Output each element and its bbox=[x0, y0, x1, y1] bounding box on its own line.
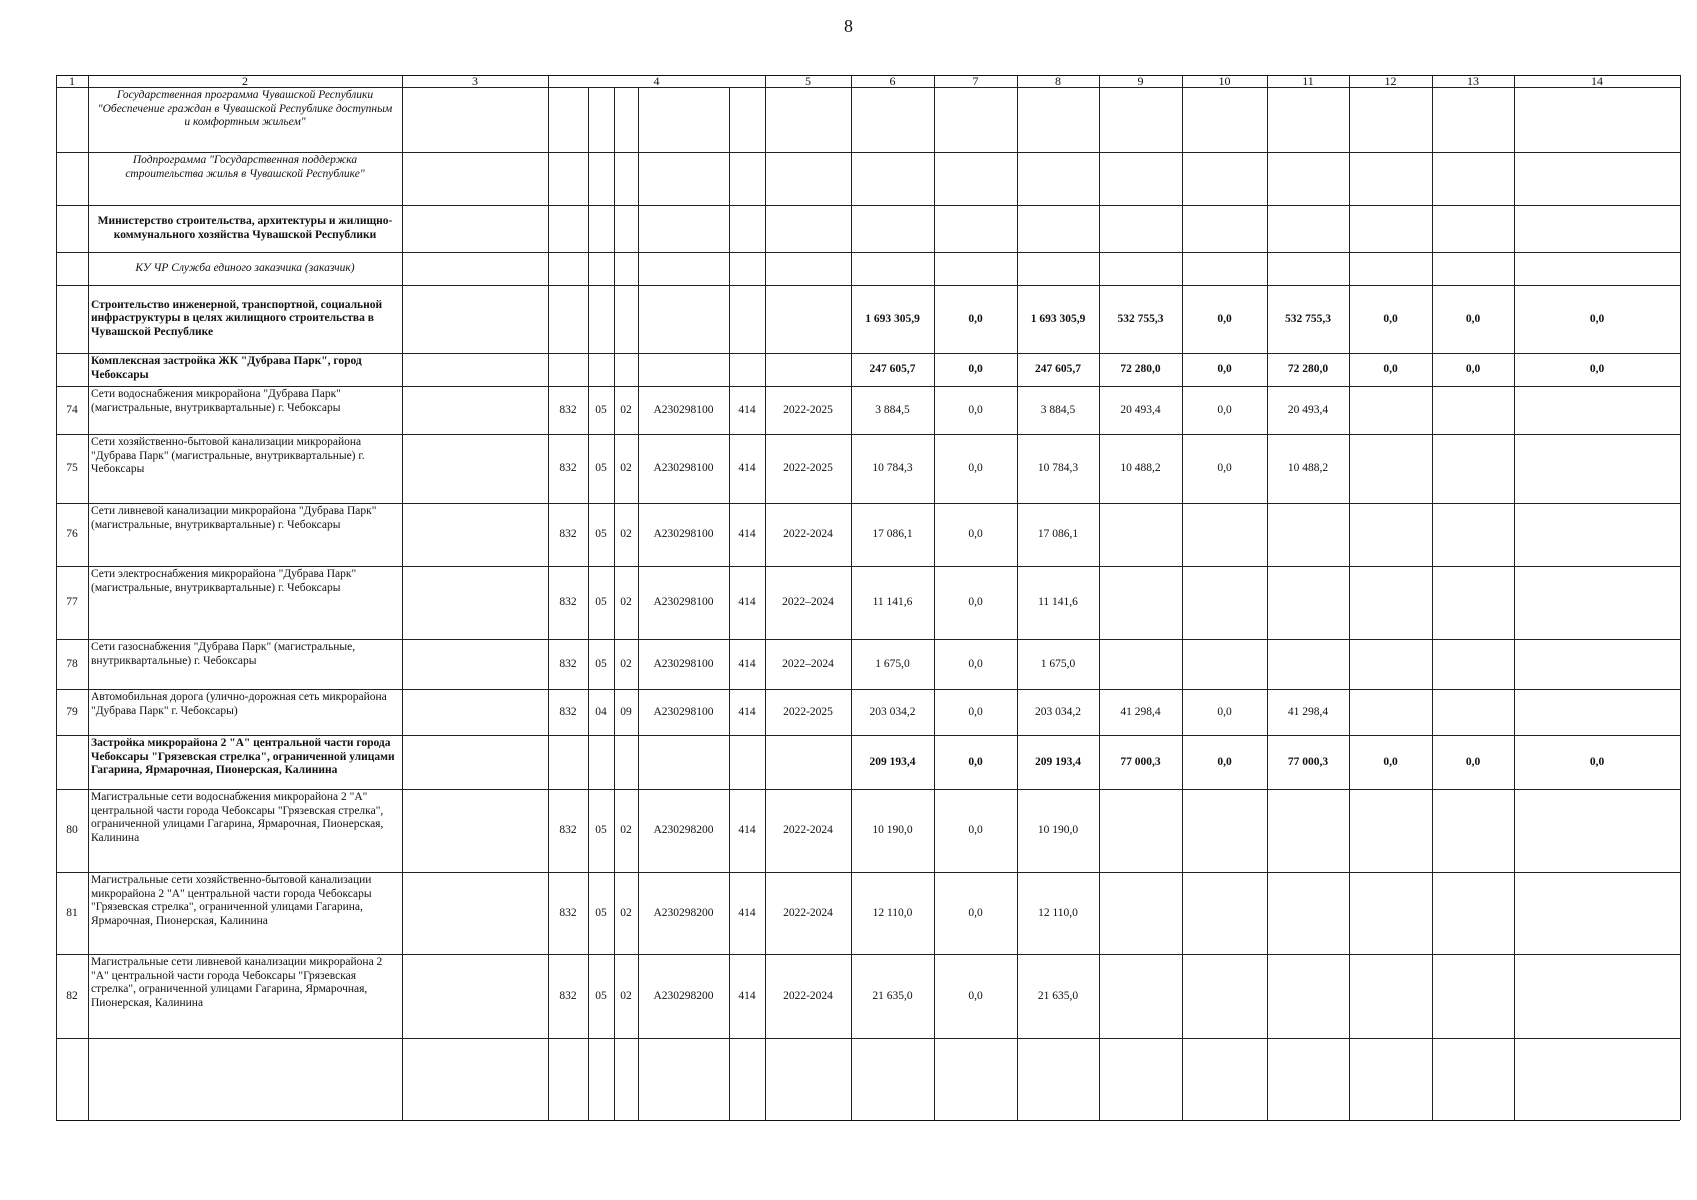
code-grbs: 832 bbox=[559, 824, 577, 836]
amount-v7: 0,0 bbox=[968, 657, 983, 670]
item-description bbox=[88, 639, 402, 689]
amount-v14: 0,0 bbox=[1589, 312, 1605, 325]
amount-v6: 209 193,4 bbox=[869, 755, 916, 768]
amount-v6: 247 605,7 bbox=[869, 363, 916, 375]
item-description bbox=[88, 872, 402, 954]
code-vr: 414 bbox=[738, 705, 756, 718]
code-csr: A230298200 bbox=[653, 906, 714, 919]
description-text: Магистральные сети хозяйственно-бытовой канализации микрорайона 2 "А" центральной части города Чебоксары "Грязевская стрелка", ограниченной улицами Гагарина, Ярмарочная, Пионерская, Калинина bbox=[91, 874, 372, 927]
amount-v9: 10 488,2 bbox=[1120, 462, 1161, 474]
description-text: Автомобильная дорога (улично-дорожная сеть микрорайона "Дубрава Парк" г. Чебоксары) bbox=[91, 691, 387, 717]
item-description bbox=[88, 954, 402, 1038]
amount-v8: 17 086,1 bbox=[1037, 528, 1079, 540]
code-vr: 414 bbox=[738, 528, 756, 540]
code-pr: 02 bbox=[620, 657, 632, 670]
row-number: 77 bbox=[66, 596, 78, 608]
amount-v7: 0,0 bbox=[968, 705, 983, 718]
code-pr: 02 bbox=[620, 989, 632, 1002]
code-csr: A230298100 bbox=[653, 528, 714, 540]
amount-v7: 0,0 bbox=[968, 462, 983, 474]
amount-v6: 3 884,5 bbox=[875, 403, 910, 416]
row-number: 76 bbox=[66, 528, 78, 540]
amount-v10: 0,0 bbox=[1217, 403, 1232, 416]
code-period: 2022–2024 bbox=[782, 596, 834, 608]
code-grbs: 832 bbox=[559, 906, 577, 919]
code-grbs: 832 bbox=[559, 705, 577, 718]
amount-v9: 532 755,3 bbox=[1117, 312, 1164, 325]
amount-v9: 72 280,0 bbox=[1120, 363, 1161, 375]
description-text: Подпрограмма "Государственная поддержка строительства жилья в Чувашской Республике" bbox=[125, 154, 365, 180]
amount-v7: 0,0 bbox=[968, 989, 983, 1002]
code-csr: A230298200 bbox=[653, 989, 714, 1002]
code-rz: 05 bbox=[595, 657, 607, 670]
column-rule bbox=[1182, 75, 1183, 1120]
amount-v6: 11 141,6 bbox=[872, 596, 913, 608]
item-description bbox=[88, 386, 402, 434]
code-period: 2022-2024 bbox=[783, 824, 833, 836]
description-text: Государственная программа Чувашской Республики "Обеспечение граждан в Чувашской Республике доступным и комфортным жильем" bbox=[97, 89, 393, 128]
header-cell: 9 bbox=[1137, 73, 1144, 88]
amount-v9: 77 000,3 bbox=[1120, 755, 1161, 768]
code-rz: 05 bbox=[595, 403, 607, 416]
code-rz: 05 bbox=[595, 906, 607, 919]
code-csr: A230298100 bbox=[653, 462, 714, 474]
page-number: 8 bbox=[844, 16, 853, 36]
group-description bbox=[88, 353, 402, 386]
item-description bbox=[88, 503, 402, 566]
code-grbs: 832 bbox=[559, 462, 577, 474]
amount-v8: 3 884,5 bbox=[1040, 403, 1076, 416]
amount-v12: 0,0 bbox=[1383, 363, 1398, 375]
column-rule bbox=[1514, 75, 1515, 1120]
amount-v7: 0,0 bbox=[968, 906, 983, 919]
item-description bbox=[88, 789, 402, 872]
group-description bbox=[88, 735, 402, 789]
code-rz: 05 bbox=[595, 462, 607, 474]
amount-v11: 20 493,4 bbox=[1287, 403, 1329, 416]
code-vr: 414 bbox=[738, 596, 756, 608]
amount-v9: 20 493,4 bbox=[1120, 403, 1161, 416]
description-text: Сети газоснабжения "Дубрава Парк" (магистральные, внутриквартальные) г. Чебоксары bbox=[91, 641, 356, 667]
ministry-description bbox=[88, 205, 402, 252]
header-cell: 13 bbox=[1467, 73, 1479, 88]
amount-v7: 0,0 bbox=[968, 824, 983, 836]
amount-v7: 0,0 bbox=[968, 528, 983, 540]
amount-v12: 0,0 bbox=[1383, 755, 1398, 768]
amount-v6: 10 784,3 bbox=[872, 462, 913, 474]
code-rz: 04 bbox=[595, 705, 607, 718]
code-period: 2022–2024 bbox=[782, 657, 834, 670]
amount-v13: 0,0 bbox=[1465, 755, 1481, 768]
amount-v6: 1 693 305,9 bbox=[865, 312, 920, 325]
header-cell: 10 bbox=[1218, 73, 1231, 88]
amount-v6: 12 110,0 bbox=[872, 906, 913, 919]
code-csr: A230298100 bbox=[653, 705, 714, 718]
row-number: 81 bbox=[66, 906, 78, 919]
code-grbs: 832 bbox=[559, 528, 577, 540]
amount-v7: 0,0 bbox=[968, 403, 983, 416]
code-csr: A230298100 bbox=[653, 657, 714, 670]
code-pr: 02 bbox=[620, 906, 632, 919]
row-number: 82 bbox=[66, 989, 78, 1002]
code-vr: 414 bbox=[738, 403, 756, 416]
subprogram-description bbox=[88, 152, 402, 205]
amount-v13: 0,0 bbox=[1465, 312, 1481, 325]
amount-v10: 0,0 bbox=[1217, 312, 1232, 325]
code-rz: 05 bbox=[595, 528, 607, 540]
code-pr: 02 bbox=[620, 824, 632, 836]
amount-v6: 21 635,0 bbox=[872, 989, 913, 1002]
amount-v10: 0,0 bbox=[1217, 363, 1232, 375]
code-vr: 414 bbox=[738, 906, 756, 919]
code-rz: 05 bbox=[595, 596, 607, 608]
header-cell: 12 bbox=[1384, 73, 1397, 88]
header-cell: 8 bbox=[1055, 73, 1061, 88]
code-pr: 02 bbox=[620, 528, 632, 540]
header-cell: 14 bbox=[1591, 73, 1603, 88]
code-vr: 414 bbox=[738, 462, 756, 474]
amount-v10: 0,0 bbox=[1217, 755, 1232, 768]
amount-v11: 532 755,3 bbox=[1285, 312, 1331, 325]
amount-v8: 247 605,7 bbox=[1035, 363, 1081, 375]
code-csr: A230298200 bbox=[653, 824, 714, 836]
amount-v8: 21 635,0 bbox=[1037, 989, 1079, 1002]
amount-v8: 12 110,0 bbox=[1038, 906, 1078, 919]
amount-v7: 0,0 bbox=[968, 596, 983, 608]
code-period: 2022-2025 bbox=[783, 462, 833, 474]
amount-v8: 10 784,3 bbox=[1037, 462, 1079, 474]
amount-v6: 17 086,1 bbox=[872, 528, 913, 540]
amount-v14: 0,0 bbox=[1589, 755, 1605, 768]
amount-v11: 41 298,4 bbox=[1287, 705, 1329, 718]
code-vr: 414 bbox=[738, 657, 756, 670]
item-description bbox=[88, 689, 402, 735]
description-text: Комплексная застройка ЖК "Дубрава Парк", город Чебоксары bbox=[91, 355, 362, 381]
code-period: 2022-2025 bbox=[783, 705, 833, 718]
amount-v9: 41 298,4 bbox=[1120, 705, 1161, 718]
description-text: Сети хозяйственно-бытовой канализации микрорайона "Дубрава Парк" (магистральные, внутриквартальные) г. Чебоксары bbox=[91, 436, 365, 475]
code-pr: 02 bbox=[620, 403, 632, 416]
amount-v14: 0,0 bbox=[1589, 363, 1605, 375]
code-vr: 414 bbox=[738, 824, 756, 836]
item-description bbox=[88, 566, 402, 639]
total-description bbox=[88, 285, 402, 353]
amount-v6: 1 675,0 bbox=[875, 657, 910, 670]
code-csr: A230298100 bbox=[653, 403, 714, 416]
amount-v8: 1 675,0 bbox=[1040, 657, 1076, 670]
description-text: Магистральные сети водоснабжения микрорайона 2 "А" центральной части города Чебоксары "Грязевская стрелка", ограниченной улицами Гагарина, Ярмарочная, Пионерская, Калинина bbox=[91, 791, 384, 844]
amount-v8: 10 190,0 bbox=[1037, 824, 1079, 836]
description-text: Сети ливневой канализации микрорайона "Дубрава Парк" (магистральные, внутриквартальные) г. Чебоксары bbox=[91, 505, 377, 531]
description-text: Застройка микрорайона 2 "А" центральной части города Чебоксары "Грязевская стрелка", ограниченной улицами Гагарина, Ярмарочная, Пионерская, Калинина bbox=[91, 737, 395, 776]
column-rule bbox=[1432, 75, 1433, 1120]
code-grbs: 832 bbox=[559, 657, 577, 670]
amount-v6: 203 034,2 bbox=[869, 705, 916, 718]
column-rule bbox=[1349, 75, 1350, 1120]
code-pr: 09 bbox=[620, 705, 632, 718]
amount-v7: 0,0 bbox=[968, 755, 983, 768]
row-rule bbox=[56, 1038, 1680, 1039]
description-text: Министерство строительства, архитектуры и жилищно-коммунального хозяйства Чувашской Республики bbox=[97, 215, 393, 241]
row-number: 80 bbox=[66, 824, 78, 836]
code-grbs: 832 bbox=[559, 596, 577, 608]
code-period: 2022-2024 bbox=[783, 528, 833, 540]
amount-v10: 0,0 bbox=[1217, 705, 1232, 718]
code-period: 2022-2024 bbox=[783, 906, 833, 919]
code-vr: 414 bbox=[738, 989, 756, 1002]
amount-v7: 0,0 bbox=[968, 312, 983, 325]
amount-v10: 0,0 bbox=[1217, 462, 1232, 474]
row-number: 74 bbox=[66, 403, 78, 416]
description-text: Сети электроснабжения микрорайона "Дубрава Парк" (магистральные, внутриквартальные) г. Чебоксары bbox=[91, 568, 357, 594]
column-rule bbox=[402, 75, 403, 1120]
header-cell: 6 bbox=[889, 73, 896, 88]
program-description bbox=[88, 87, 402, 152]
header-cell: 11 bbox=[1302, 73, 1314, 88]
amount-v8: 209 193,4 bbox=[1035, 755, 1081, 768]
column-rule bbox=[1267, 75, 1268, 1120]
column-rule bbox=[1099, 75, 1100, 1120]
header-cell: 7 bbox=[972, 73, 979, 88]
amount-v11: 77 000,3 bbox=[1287, 755, 1329, 768]
column-rule bbox=[1680, 75, 1681, 1120]
description-text: Строительство инженерной, транспортной, социальной инфраструктуры в целях жилищного строительства в Чувашской Республике bbox=[91, 298, 383, 338]
row-number: 79 bbox=[66, 705, 78, 718]
code-grbs: 832 bbox=[559, 403, 577, 416]
code-rz: 05 bbox=[595, 989, 607, 1002]
header-cell: 3 bbox=[472, 73, 478, 88]
description-text: КУ ЧР Служба единого заказчика (заказчик) bbox=[135, 261, 355, 274]
row-rule bbox=[56, 1120, 1680, 1121]
code-rz: 05 bbox=[595, 824, 607, 836]
code-pr: 02 bbox=[620, 596, 632, 608]
customer-description bbox=[88, 252, 402, 285]
description-text: Сети водоснабжения микрорайона "Дубрава Парк" (магистральные, внутриквартальные) г. Чебоксары bbox=[91, 388, 341, 414]
code-pr: 02 bbox=[620, 462, 632, 474]
header-cell: 4 bbox=[653, 73, 660, 88]
header-cell: 5 bbox=[805, 73, 811, 88]
code-period: 2022-2024 bbox=[783, 989, 833, 1002]
header-cell: 2 bbox=[242, 73, 248, 88]
amount-v11: 10 488,2 bbox=[1287, 462, 1329, 474]
amount-v8: 203 034,2 bbox=[1035, 705, 1081, 718]
amount-v6: 10 190,0 bbox=[872, 824, 913, 836]
amount-v7: 0,0 bbox=[968, 363, 983, 375]
amount-v8: 1 693 305,9 bbox=[1030, 312, 1086, 325]
header-cell: 1 bbox=[69, 73, 75, 88]
description-text: Магистральные сети ливневой канализации микрорайона 2 "А" центральной части города Чебоксары "Грязевская стрелка", ограниченной улицами Гагарина, Ярмарочная, Пионерская, Калинина bbox=[91, 956, 383, 1009]
amount-v12: 0,0 bbox=[1383, 312, 1398, 325]
amount-v11: 72 280,0 bbox=[1287, 363, 1329, 375]
code-period: 2022-2025 bbox=[783, 403, 833, 416]
amount-v8: 11 141,6 bbox=[1038, 596, 1078, 608]
code-csr: A230298100 bbox=[653, 596, 714, 608]
row-number: 78 bbox=[66, 657, 78, 670]
code-grbs: 832 bbox=[559, 989, 577, 1002]
item-description bbox=[88, 434, 402, 503]
row-number: 75 bbox=[66, 462, 78, 474]
amount-v13: 0,0 bbox=[1465, 363, 1481, 375]
